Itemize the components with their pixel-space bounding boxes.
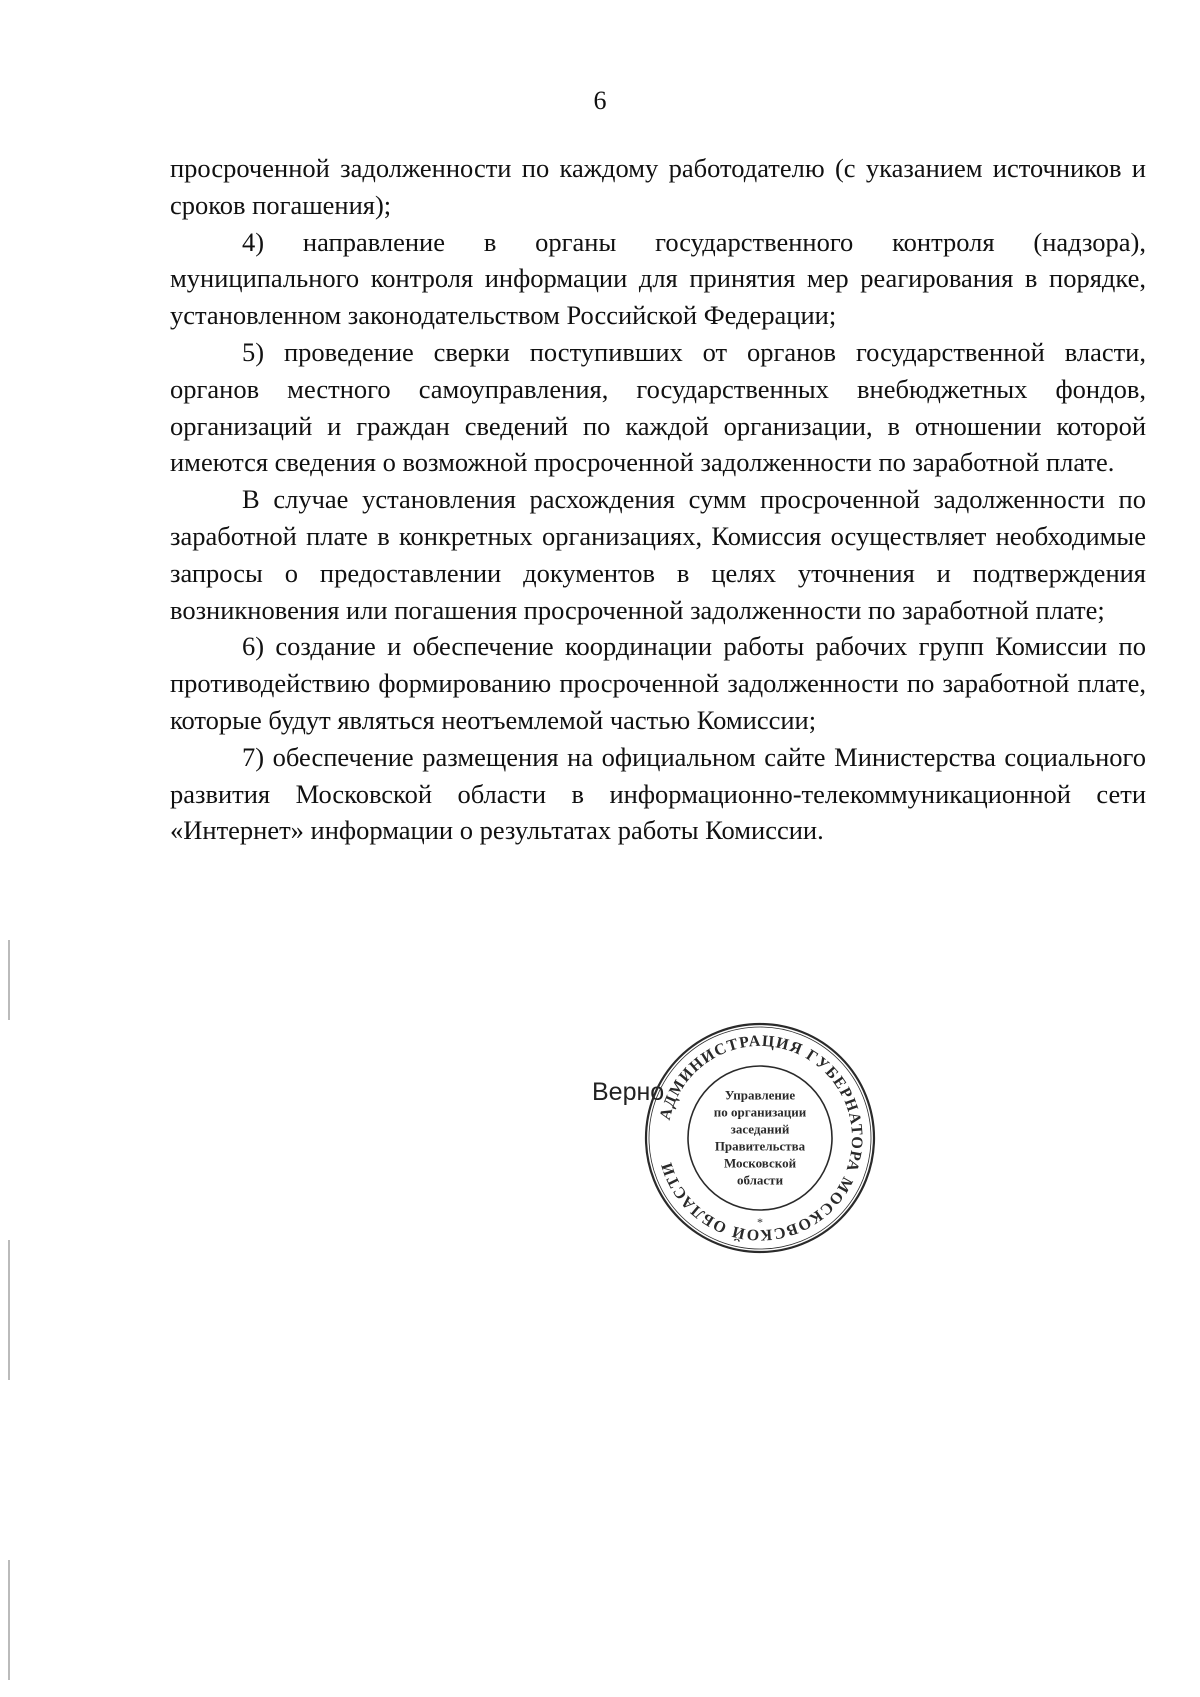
scan-edge-mark <box>8 1560 10 1680</box>
stamp-center-line: Московской <box>723 1155 797 1171</box>
paragraph-item-6: 6) создание и обеспечение координации работы рабочих групп Комиссии по противодействию формированию просроченной задолженности по заработной плате, которые будут являться неотъемлемой частью Комиссии; <box>170 631 1146 735</box>
paragraph-continuation: просроченной задолженности по каждому работодателю (с указанием источников и сроков погашения); <box>170 153 1146 220</box>
svg-text:*: * <box>757 1215 763 1229</box>
stamp-center-line: области <box>736 1172 784 1188</box>
paragraph-item-4: 4) направление в органы государственного контроля (надзора), муниципального контроля информации для принятия мер реагирования в порядке, установленном законодательством Российской Федерации; <box>170 226 1146 331</box>
paragraph-discrepancy: В случае установления расхождения сумм просроченной задолженности по заработной плате в конкретных организациях, Комиссия осуществляет необходимые запросы о предоставлении документов в целях уточнения и подтверждения возникновения или погашения просроченной задолженности по заработной плате; <box>170 484 1146 625</box>
scan-edge-mark <box>8 940 10 1020</box>
stamp-center-line: по организации <box>713 1104 807 1120</box>
document-body <box>170 150 1146 849</box>
stamp-center-line: Правительства <box>714 1138 806 1154</box>
stamp-ring-text: АДМИНИСТРАЦИЯ ГУБЕРНАТОРА МОСКОВСКОЙ ОБЛАСТИ <box>656 1032 866 1244</box>
paragraph-item-5: 5) проведение сверки поступивших от органов государственной власти, органов местного самоуправления, государственных внебюджетных фондов, организаций и граждан сведений по каждой организации, в отношении которой имеются сведения о возможной просроченной задолженности по заработной плате. <box>170 336 1146 478</box>
stamp-center-line: Управление <box>724 1087 796 1103</box>
paragraph-item-7: 7) обеспечение размещения на официальном сайте Министерства социального развития Московской области в информационно-телекоммуникационной сети «Интернет» информации о результатах работы Комиссии. <box>170 741 1146 846</box>
scan-edge-mark <box>8 1240 10 1380</box>
stamp-center-line: заседаний <box>730 1121 790 1137</box>
certification-label: Верно <box>592 1078 665 1106</box>
page-number: 6 <box>593 86 607 115</box>
official-stamp <box>640 1018 880 1258</box>
